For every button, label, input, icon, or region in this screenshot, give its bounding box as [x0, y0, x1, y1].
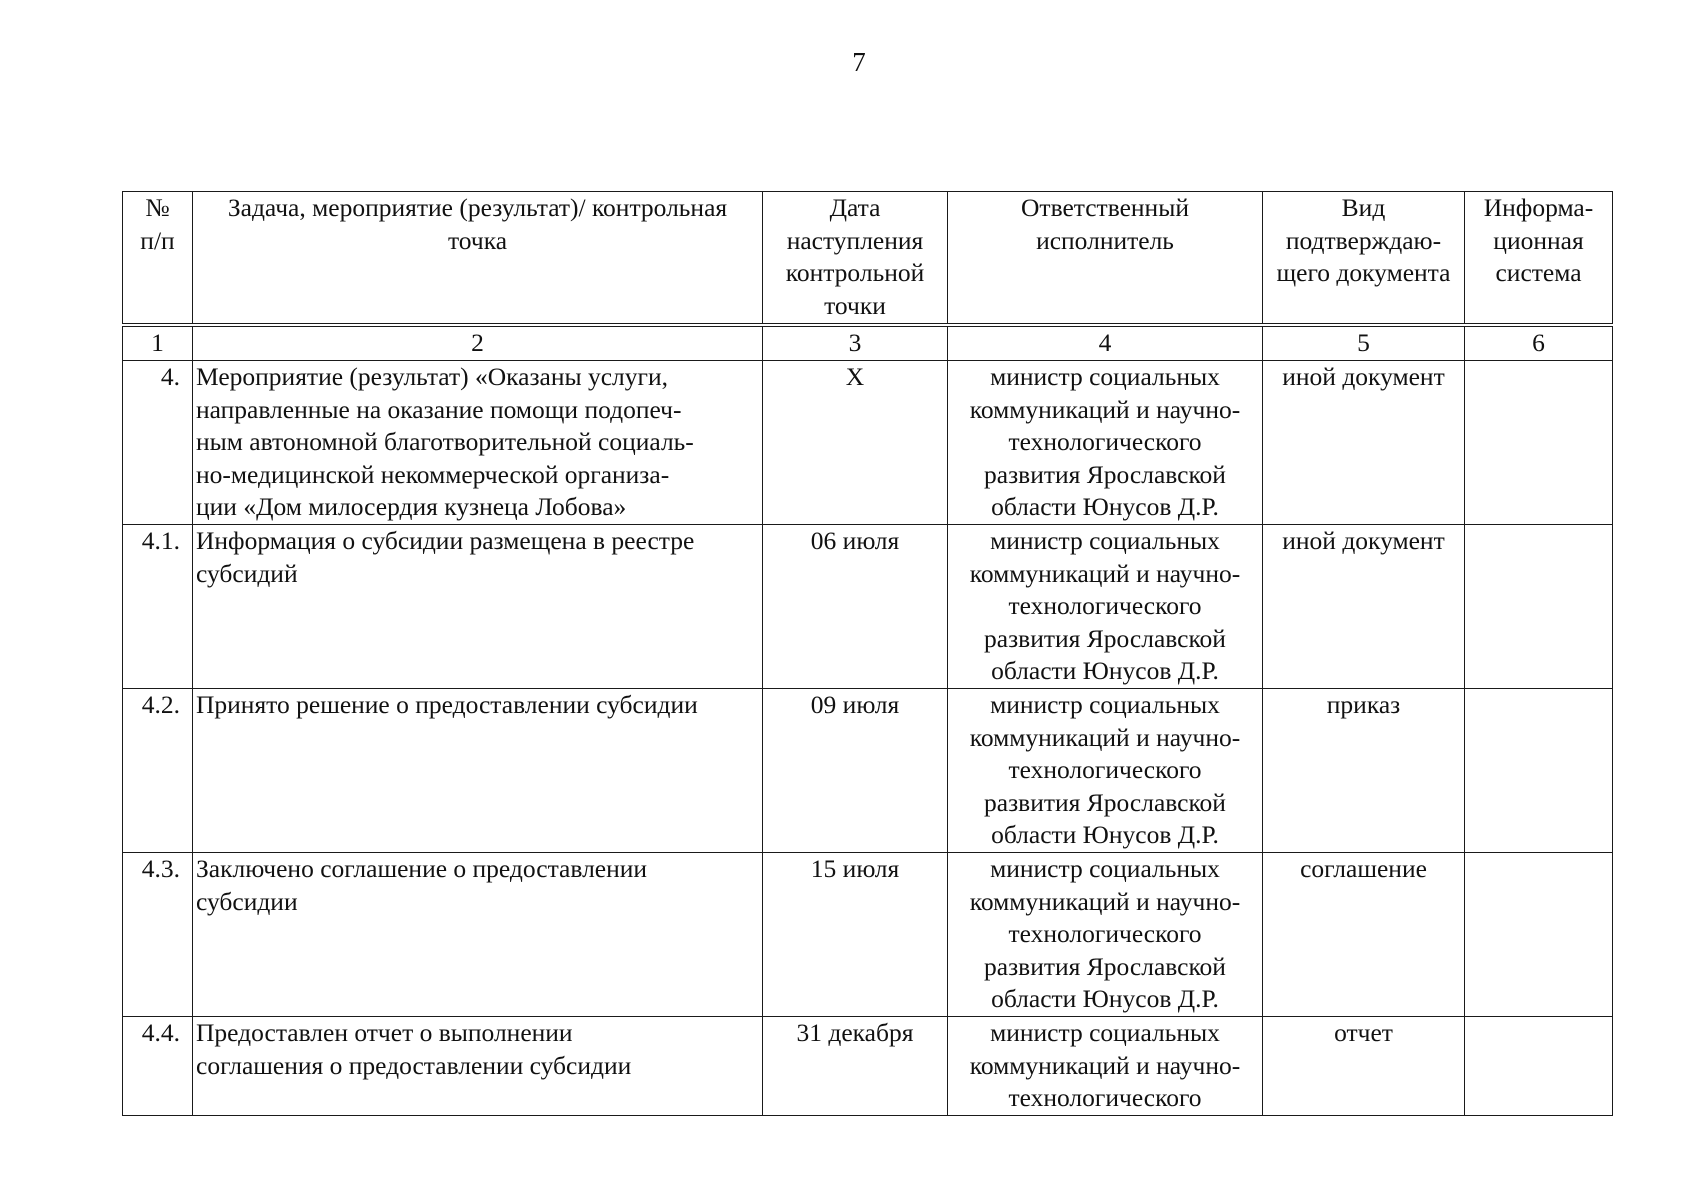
header-document: Вид подтверждаю- щего документа [1263, 192, 1465, 326]
row-system [1465, 853, 1613, 1017]
table-header-row [123, 192, 1613, 326]
column-number: 5 [1263, 325, 1465, 361]
row-number: 4.4. [123, 1017, 193, 1116]
header-task: Задача, мероприятие (результат)/ контрольная точка [193, 192, 763, 326]
row-document: отчет [1263, 1017, 1465, 1116]
row-date: Х [763, 361, 948, 525]
header-number: № п/п [123, 192, 193, 326]
row-date: 15 июля [763, 853, 948, 1017]
row-responsible: министр социальных коммуникаций и научно- технологического развития Ярославской области Юнусов Д.Р. [948, 853, 1263, 1017]
row-task: Заключено соглашение о предоставлении субсидии [193, 853, 763, 1017]
column-number: 1 [123, 325, 193, 361]
row-date: 09 июля [763, 689, 948, 853]
row-system [1465, 525, 1613, 689]
row-document: иной документ [1263, 525, 1465, 689]
row-number: 4. [123, 361, 193, 525]
column-number: 6 [1465, 325, 1613, 361]
row-document: иной документ [1263, 361, 1465, 525]
row-system [1465, 361, 1613, 525]
table-row [123, 361, 1613, 525]
row-document: приказ [1263, 689, 1465, 853]
row-task: Информация о субсидии размещена в реестре субсидий [193, 525, 763, 689]
column-numbers-row [123, 325, 1613, 361]
table-row [123, 689, 1613, 853]
row-date: 31 декабря [763, 1017, 948, 1116]
column-number: 3 [763, 325, 948, 361]
table-row [123, 1017, 1613, 1116]
row-responsible: министр социальных коммуникаций и научно- технологического [948, 1017, 1263, 1116]
row-task: Предоставлен отчет о выполнении соглашения о предоставлении субсидии [193, 1017, 763, 1116]
header-responsible: Ответственный исполнитель [948, 192, 1263, 326]
page-number: 7 [852, 47, 866, 77]
row-task: Принято решение о предоставлении субсидии [193, 689, 763, 853]
table-row [123, 525, 1613, 689]
row-document: соглашение [1263, 853, 1465, 1017]
table-row [123, 853, 1613, 1017]
column-number: 2 [193, 325, 763, 361]
row-responsible: министр социальных коммуникаций и научно- технологического развития Ярославской области Юнусов Д.Р. [948, 525, 1263, 689]
row-date: 06 июля [763, 525, 948, 689]
row-system [1465, 689, 1613, 853]
header-date: Дата наступления контрольной точки [763, 192, 948, 326]
column-number: 4 [948, 325, 1263, 361]
control-points-table [122, 191, 1613, 1116]
row-number: 4.2. [123, 689, 193, 853]
row-responsible: министр социальных коммуникаций и научно- технологического развития Ярославской области Юнусов Д.Р. [948, 689, 1263, 853]
row-system [1465, 1017, 1613, 1116]
row-responsible: министр социальных коммуникаций и научно- технологического развития Ярославской области Юнусов Д.Р. [948, 361, 1263, 525]
row-number: 4.1. [123, 525, 193, 689]
header-system: Информа- ционная система [1465, 192, 1613, 326]
row-number: 4.3. [123, 853, 193, 1017]
row-task: Мероприятие (результат) «Оказаны услуги, направленные на оказание помощи подопеч- ным автономной благотворительной социаль- но-медицинской некоммерческой организа- ции «Дом милосердия кузнеца Лобова» [193, 361, 763, 525]
